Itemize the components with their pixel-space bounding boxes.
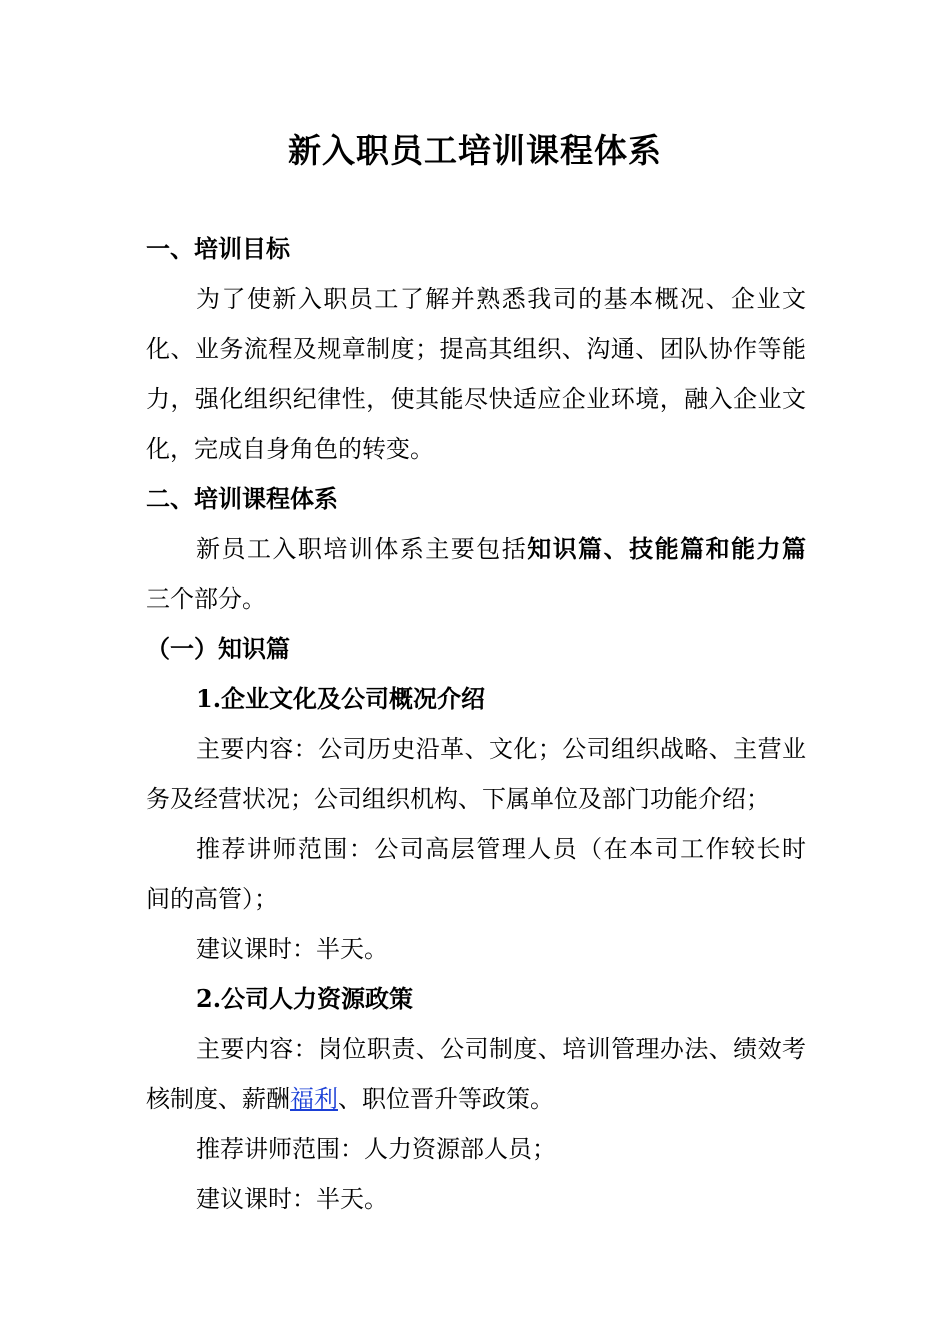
system-text: 新员工入职培训体系主要包括 xyxy=(196,535,528,563)
item-heading-hr-policy: 2.公司人力资源政策 xyxy=(196,984,414,1013)
item-hours: 建议课时：半天。 xyxy=(196,1185,388,1213)
goal-paragraph-line: 力，强化组织纪律性，使其能尽快适应企业环境，融入企业文 xyxy=(146,385,806,413)
goal-paragraph-line: 化、业务流程及规章制度；提高其组织、沟通、团队协作等能 xyxy=(146,335,806,363)
goal-paragraph-line: 为了使新入职员工了解并熟悉我司的基本概况、企业文 xyxy=(196,285,806,313)
document-title: 新入职员工培训课程体系 xyxy=(288,131,662,170)
welfare-link[interactable]: 福利 xyxy=(290,1085,338,1113)
item-content-line: 主要内容：岗位职责、公司制度、培训管理办法、绩效考 xyxy=(196,1035,806,1063)
section-heading-system: 二、培训课程体系 xyxy=(146,484,338,513)
item-content-line: 务及经营状况；公司组织机构、下属单位及部门功能介绍； xyxy=(146,785,770,813)
item-hours: 建议课时：半天。 xyxy=(196,935,388,963)
subsection-heading-knowledge: （一）知识篇 xyxy=(146,634,290,663)
item-content-line xyxy=(146,1074,806,1124)
item-content-text: 、职位晋升等政策。 xyxy=(338,1085,554,1113)
system-emphasis: 知识篇、技能篇和能力篇 xyxy=(527,534,806,563)
goal-paragraph-line: 化，完成自身角色的转变。 xyxy=(146,435,434,463)
system-paragraph-line xyxy=(196,524,806,574)
item-content-text: 核制度、薪酬 xyxy=(146,1085,290,1113)
item-trainer-line: 间的高管）； xyxy=(146,885,278,913)
item-heading-culture: 1.企业文化及公司概况介绍 xyxy=(196,684,486,713)
item-trainer-line: 推荐讲师范围：人力资源部人员； xyxy=(196,1135,556,1163)
item-trainer-line: 推荐讲师范围：公司高层管理人员（在本司工作较长时 xyxy=(196,835,806,863)
system-paragraph-line: 三个部分。 xyxy=(146,585,266,613)
section-heading-goal: 一、培训目标 xyxy=(146,234,290,263)
item-content-line: 主要内容：公司历史沿革、文化；公司组织战略、主营业 xyxy=(196,735,806,763)
